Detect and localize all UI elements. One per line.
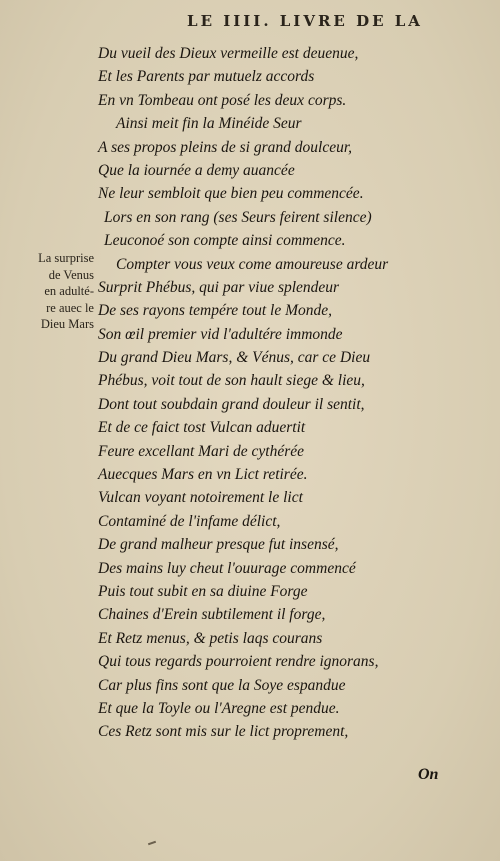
verse-line: Ainsi meit fin la Minéide Seur	[116, 115, 302, 133]
verse-line: Lors en son rang (ses Seurs feirent silence)	[104, 208, 372, 226]
verse-line: Compter vous veux come amoureuse ardeur	[116, 255, 389, 273]
verse-line: A ses propos pleins de si grand doulceur,	[98, 138, 353, 156]
verse-line: Phébus, voit tout de son hault siege & lieu,	[98, 372, 365, 390]
catchword: On	[418, 766, 439, 783]
verse-line: De grand malheur presque fut insensé,	[98, 536, 339, 554]
margin-note-line: en adulté-	[44, 284, 94, 298]
margin-note-line: re auec le	[46, 300, 94, 315]
verse-line: Chaines d'Erein subtilement il forge,	[98, 606, 326, 624]
verse-line: Feure excellant Mari de cythérée	[98, 442, 304, 460]
verse-line: Vulcan voyant notoirement le lict	[98, 489, 303, 507]
verse-line: Et que la Toyle ou l'Aregne est pendue.	[98, 699, 340, 717]
verse-line: Car plus fins sont que la Soye espandue	[98, 676, 346, 694]
verse-line: De ses rayons tempére tout le Monde,	[98, 302, 333, 320]
verse-line: Dont tout soubdain grand douleur il sentit,	[98, 395, 365, 413]
verse-line: Surprit Phébus, qui par viue splendeur	[98, 278, 340, 296]
verse-line: Son œil premier vid l'adultére immonde	[98, 325, 343, 343]
verse-line: Qui tous regards pourroient rendre ignorans,	[98, 653, 379, 671]
verse-line: Auecques Mars en vn Lict retirée.	[98, 466, 308, 484]
margin-note-line: de Venus	[48, 267, 94, 282]
verse-line: Puis tout subit en sa diuine Forge	[98, 582, 308, 600]
margin-note	[6, 250, 94, 333]
verse-line: Ces Retz sont mis sur le lict proprement,	[98, 723, 349, 741]
verse-line: Leuconoé son compte ainsi commence.	[104, 232, 346, 250]
margin-note-line: Dieu Mars	[40, 317, 94, 331]
verse-block	[98, 42, 478, 744]
verse-line: Des mains luy cheut l'ouurage commencé	[98, 559, 356, 577]
verse-line: Et Retz menus, & petis laqs courans	[98, 629, 323, 647]
verse-line: Et les Parents par mutuelz accords	[98, 68, 315, 86]
verse-line: Du grand Dieu Mars, & Vénus, car ce Dieu	[98, 349, 371, 367]
verse-line: Ne leur sembloit que bien peu commencée.	[98, 185, 364, 203]
margin-note-line: La surprise	[38, 251, 94, 265]
verse-line: Contaminé de l'infame délict,	[98, 512, 281, 530]
ink-mark	[148, 841, 156, 846]
verse-line: Que la iournée a demy auancée	[98, 161, 295, 179]
running-title: LE IIII. LIVRE DE LA	[187, 12, 423, 30]
verse-line: En vn Tombeau ont posé les deux corps.	[98, 91, 347, 109]
verse-line: Du vueil des Dieux vermeille est deuenue,	[98, 45, 359, 62]
verse-line: Et de ce faict tost Vulcan aduertit	[98, 419, 306, 437]
